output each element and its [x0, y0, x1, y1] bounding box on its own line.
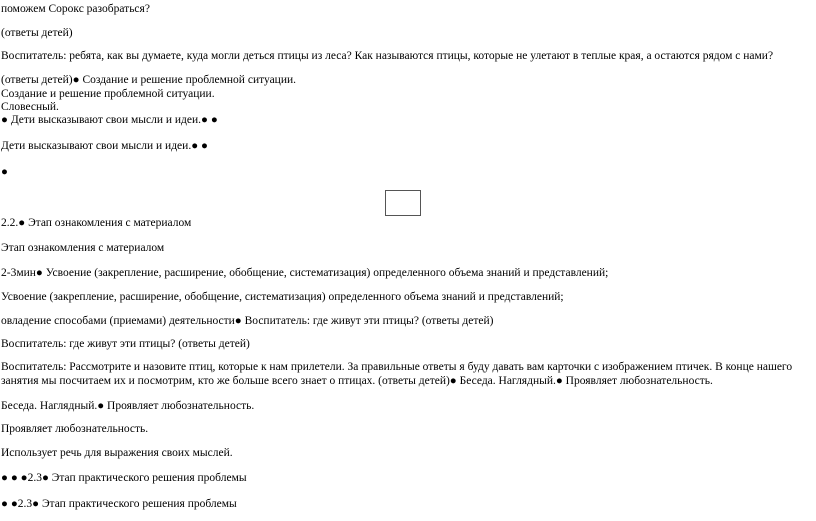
text-line: Беседа. Наглядный.● Проявляет любознательность.	[1, 400, 255, 412]
text-line: ● ● ●2.3● Этап практического решения проблемы	[1, 472, 247, 484]
text-line: ● Дети высказывают свои мысли и идеи.● ●	[1, 114, 218, 126]
text-line: Воспитатель: ребята, как вы думаете, куда могли деться птицы из леса? Как называются птицы, которые не улетают в теплые края, а остаются рядом с нами?	[1, 50, 774, 62]
text-line: Этап ознакомления с материалом	[1, 242, 165, 254]
text-line: Проявляет любознательность.	[1, 423, 149, 435]
text-line: Создание и решение проблемной ситуации.	[1, 88, 215, 100]
text-line: поможем Сорокс разобраться?	[1, 3, 150, 15]
text-line: Дети высказывают свои мысли и идеи.● ●	[1, 140, 208, 152]
text-line: Воспитатель: где живут эти птицы? (ответы детей)	[1, 338, 250, 350]
text-line: Усвоение (закрепление, расширение, обобщение, систематизация) определенного объема знаний и представлений;	[1, 291, 564, 303]
text-line: 2.2.● Этап ознакомления с материалом	[1, 217, 192, 229]
text-line: ●	[1, 166, 8, 178]
text-paragraph: Воспитатель: Рассмотрите и назовите птиц, которые к нам прилетели. За правильные ответы я буду давать вам карточки с изображением птичек. В конце нашего занятия мы посчитаем их и посмотрим, кто же больше всего знает о птицах. (ответы детей)● Беседа. Наглядный.● Проявляет любознательность.	[1, 361, 793, 387]
text-line: (ответы детей)	[1, 27, 73, 39]
text-line: овладение способами (приемами) деятельности● Воспитатель: где живут эти птицы? (ответы детей)	[1, 315, 494, 327]
text-line: Словесный.	[1, 101, 59, 113]
text-line: 2-3мин● Усвоение (закрепление, расширение, обобщение, систематизация) определенного объема знаний и представлений;	[1, 267, 609, 279]
text-line: ● ●2.3● Этап практического решения проблемы	[1, 498, 237, 510]
text-line: Использует речь для выражения своих мыслей.	[1, 447, 233, 459]
empty-image-frame	[385, 190, 421, 216]
text-line: (ответы детей)● Создание и решение проблемной ситуации.	[1, 74, 297, 86]
